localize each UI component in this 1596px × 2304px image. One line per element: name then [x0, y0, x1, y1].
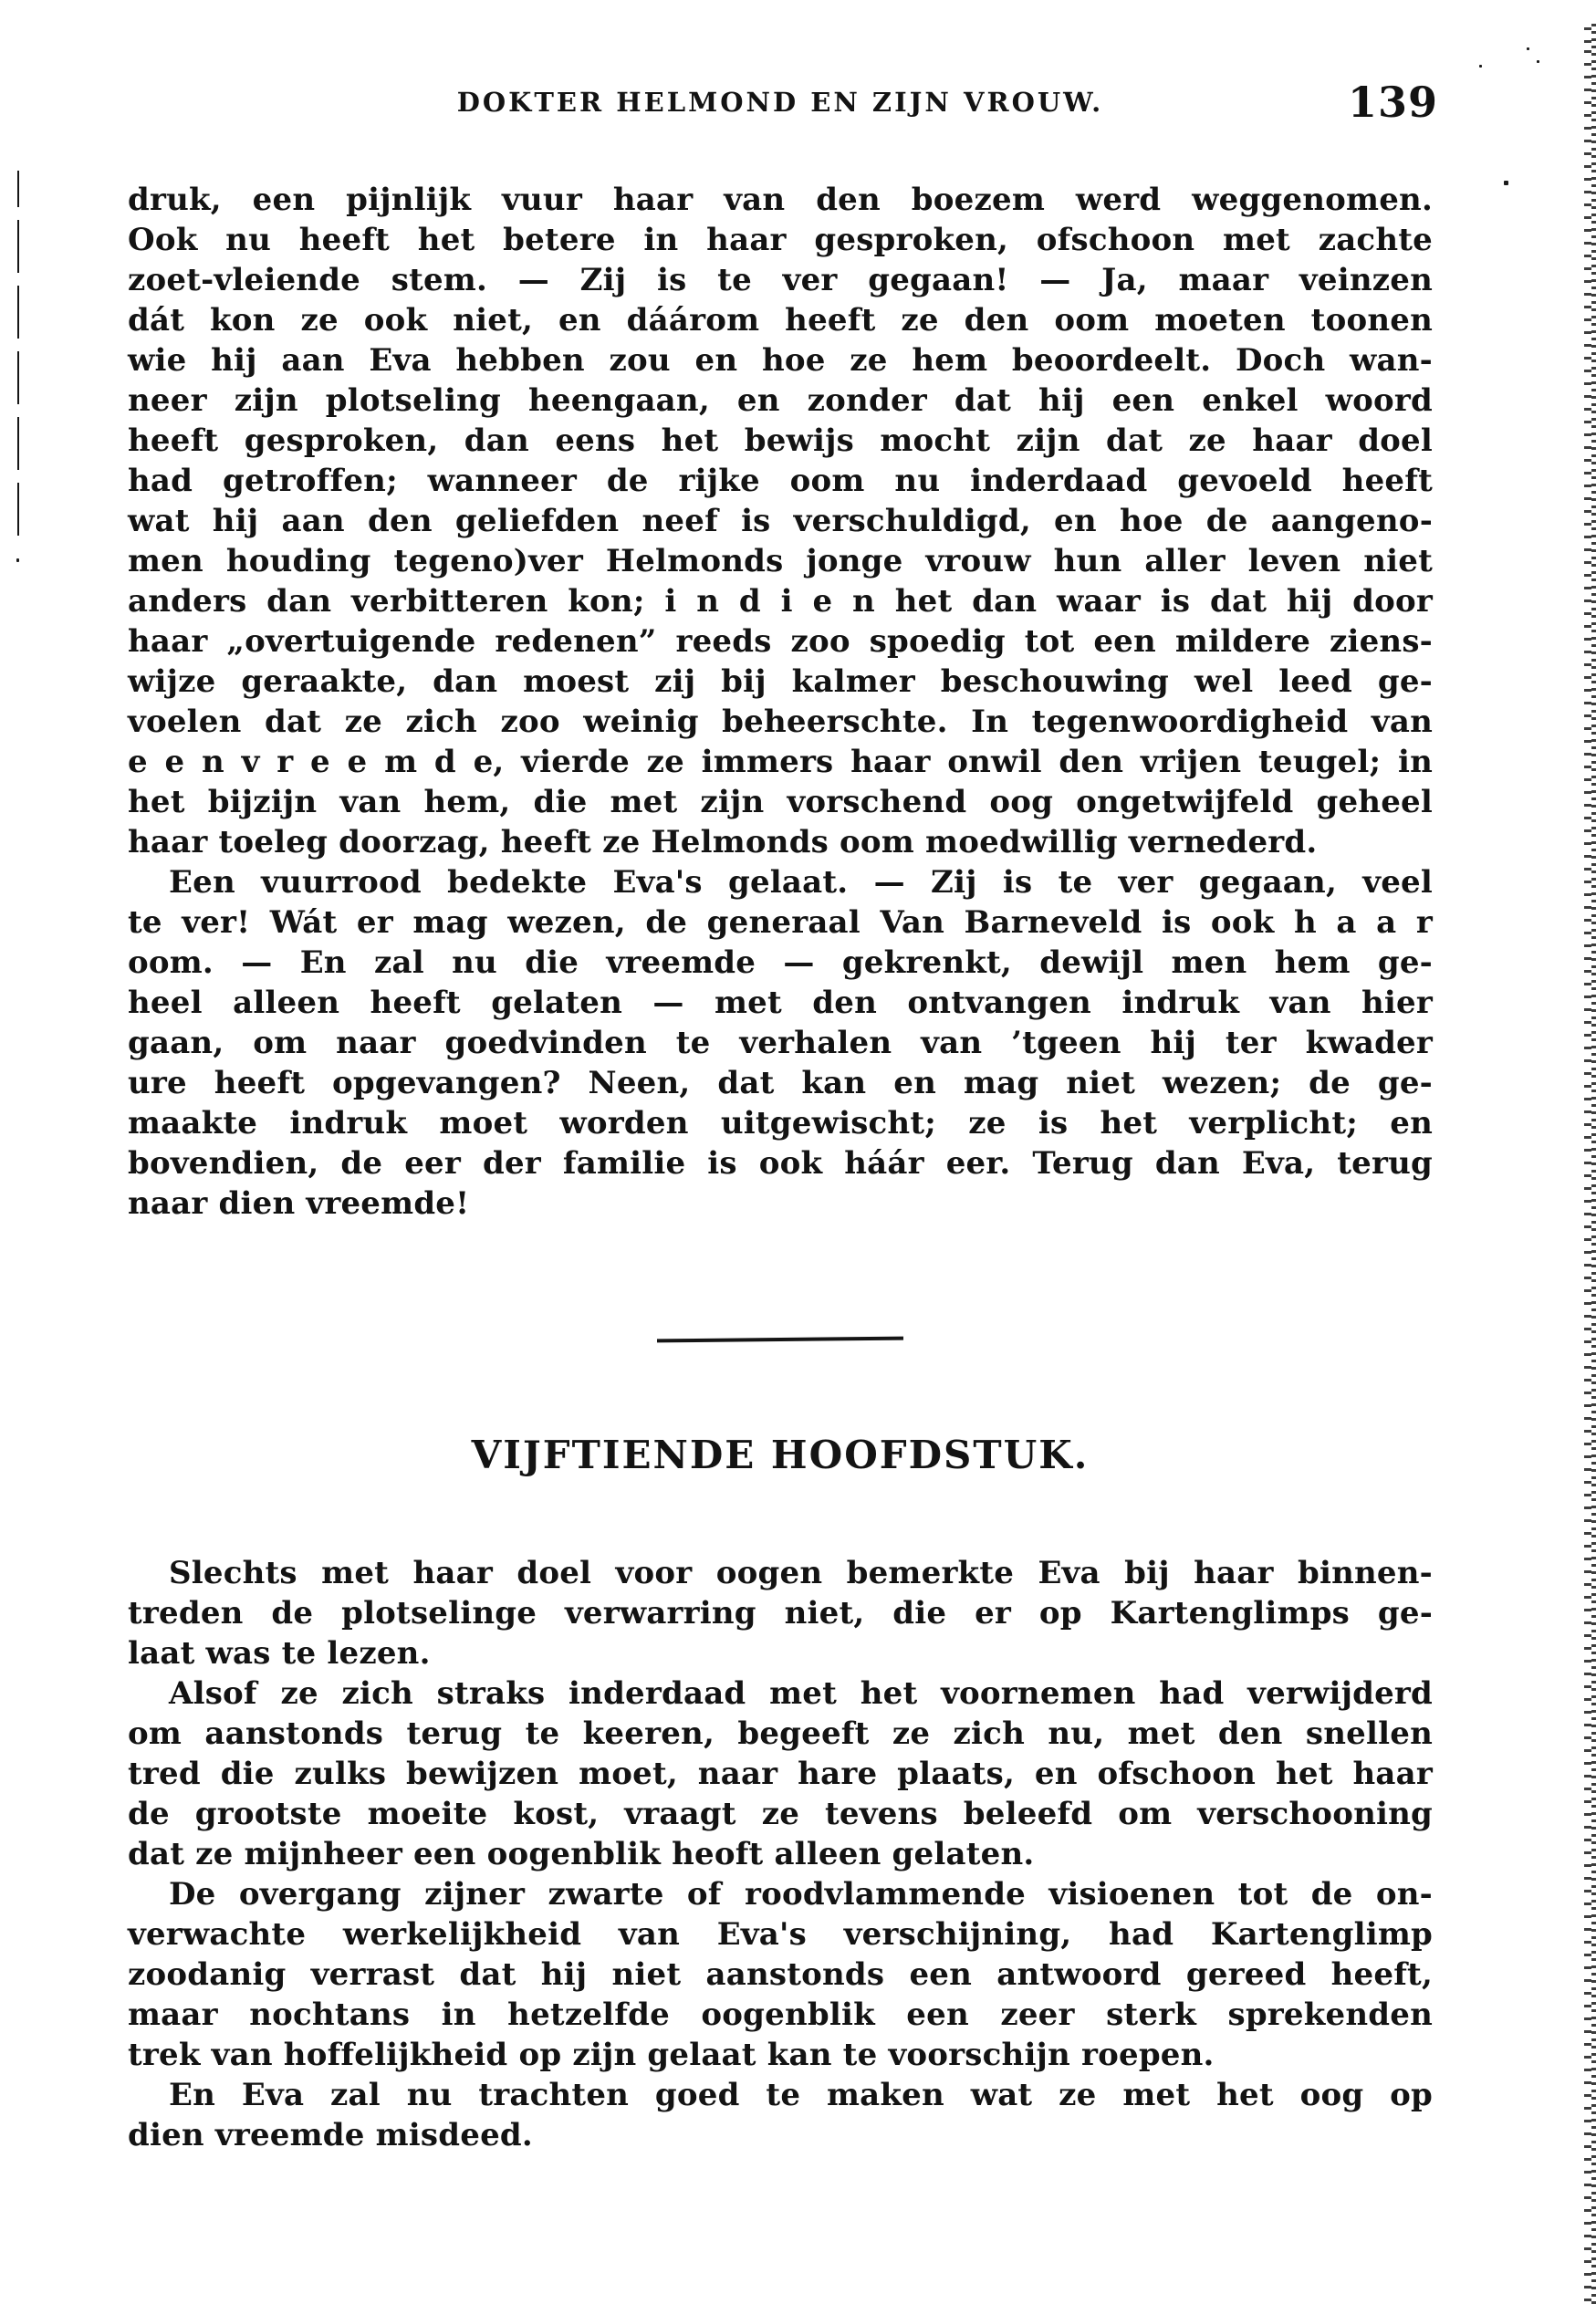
text-line: laat was te lezen. — [128, 1635, 431, 1672]
paragraph — [128, 180, 1433, 862]
text-line: zoodanig verrast dat hij niet aanstonds een antwoord gereed heeft, — [128, 1956, 1433, 1993]
scan-speck — [1527, 47, 1529, 50]
text-line: om aanstonds terug te keeren, begeeft ze zich nu, met den snellen — [128, 1715, 1433, 1752]
text-line: bovendien, de eer der familie is ook háár eer. Terug dan Eva, terug — [128, 1145, 1433, 1182]
text-line: maakte indruk moet worden uitgewischt; ze is het verplicht; en — [128, 1105, 1433, 1142]
text-line: neer zijn plotseling heengaan, en zonder dat hij een enkel woord — [128, 382, 1433, 419]
text-line: wie hij aan Eva hebben zou en hoe ze hem beoordeelt. Doch wan- — [128, 342, 1433, 379]
text-line: voelen dat ze zich zoo weinig beheerschte. In tegenwoordigheid van — [128, 704, 1433, 740]
text-line: Een vuurrood bedekte Eva's gelaat. — Zij is te ver gegaan, veel — [169, 864, 1433, 901]
text-line: anders dan verbitteren kon; i n d i e n het dan waar is dat hij door — [128, 583, 1433, 620]
paragraph — [128, 1874, 1433, 2075]
text-line: het bijzijn van hem, die met zijn vorschend oog ongetwijfeld geheel — [128, 784, 1433, 820]
text-line: De overgang zijner zwarte of roodvlammende visioenen tot de on- — [169, 1876, 1433, 1913]
text-line: had getroffen; wanneer de rijke oom nu inderdaad gevoeld heeft — [128, 463, 1433, 499]
section-divider-rule — [657, 1337, 903, 1343]
text-line: dat ze mijnheer een oogenblik heoft alleen gelaten. — [128, 1836, 1035, 1872]
scan-speck — [1537, 60, 1539, 63]
chapter-text-block — [128, 1553, 1433, 2155]
text-line: heeft gesproken, dan eens het bewijs mocht zijn dat ze haar doel — [128, 422, 1433, 459]
paragraph — [128, 1673, 1433, 1874]
body-text-block — [128, 180, 1433, 1224]
scan-speck — [1504, 181, 1508, 185]
text-line: Alsof ze zich straks inderdaad met het voornemen had verwijderd — [169, 1675, 1433, 1712]
page-number: 139 — [1347, 78, 1438, 127]
text-line: verwachte werkelijkheid van Eva's verschijning, had Kartenglimp — [128, 1916, 1433, 1953]
text-line: naar dien vreemde! — [128, 1185, 470, 1222]
scan-speck — [16, 558, 19, 562]
paragraph — [128, 862, 1433, 1224]
text-line: gaan, om naar goedvinden te verhalen van ’tgeen hij ter kwader — [128, 1025, 1433, 1061]
text-line: druk, een pijnlijk vuur haar van den boezem werd weggenomen. — [128, 182, 1433, 218]
text-line: heel alleen heeft gelaten — met den ontvangen indruk van hier — [128, 985, 1433, 1021]
chapter-heading: VIJFTIENDE HOOFDSTUK. — [471, 1433, 1090, 1477]
paragraph — [128, 1553, 1433, 1673]
text-line: En Eva zal nu trachten goed te maken wat ze met het oog op — [169, 2077, 1433, 2113]
text-line: Ook nu heeft het betere in haar gesproken, ofschoon met zachte — [128, 222, 1433, 258]
text-line: de grootste moeite kost, vraagt ze tevens beleefd om verschooning — [128, 1796, 1433, 1832]
text-line: dien vreemde misdeed. — [128, 2117, 533, 2153]
text-line: Slechts met haar doel voor oogen bemerkte Eva bij haar binnen- — [169, 1555, 1433, 1591]
text-line: men houding tegeno)ver Helmonds jonge vrouw hun aller leven niet — [128, 543, 1433, 579]
text-line: maar nochtans in hetzelfde oogenblik een zeer sterk sprekenden — [128, 1996, 1433, 2033]
running-header — [128, 78, 1438, 127]
text-line: e e n v r e e m d e, vierde ze immers haar onwil den vrijen teugel; in — [128, 744, 1433, 780]
text-line: dát kon ze ook niet, en dáárom heeft ze den oom moeten toonen — [128, 302, 1433, 339]
paragraph — [128, 2075, 1433, 2155]
scan-speck — [1479, 65, 1482, 68]
text-line: treden de plotselinge verwarring niet, die er op Kartenglimps ge- — [128, 1595, 1433, 1632]
text-line: haar „overtuigende redenen” reeds zoo spoedig tot een mildere ziens- — [128, 623, 1433, 660]
text-line: wijze geraakte, dan moest zij bij kalmer beschouwing wel leed ge- — [128, 663, 1433, 700]
running-header-title: DOKTER HELMOND EN ZIJN VROUW. — [456, 87, 1104, 118]
text-line: ure heeft opgevangen? Neen, dat kan en mag niet wezen; de ge- — [128, 1065, 1433, 1101]
text-line: wat hij aan den geliefden neef is verschuldigd, en hoe de aangeno- — [128, 503, 1433, 539]
text-line: oom. — En zal nu die vreemde — gekrenkt, dewijl men hem ge- — [128, 944, 1433, 981]
text-line: haar toeleg doorzag, heeft ze Helmonds oom moedwillig vernederd. — [128, 824, 1318, 860]
scan-edge-line — [17, 171, 19, 536]
text-line: trek van hoffelijkheid op zijn gelaat kan te voorschijn roepen. — [128, 2037, 1215, 2073]
scan-edge-noise — [1584, 20, 1596, 2304]
text-line: zoet-vleiende stem. — Zij is te ver gegaan! — Ja, maar veinzen — [128, 262, 1433, 298]
text-block — [128, 78, 1438, 2155]
text-line: tred die zulks bewijzen moet, naar hare plaats, en ofschoon het haar — [128, 1756, 1433, 1792]
text-line: te ver! Wát er mag wezen, de generaal Van Barneveld is ook h a a r — [128, 904, 1433, 941]
